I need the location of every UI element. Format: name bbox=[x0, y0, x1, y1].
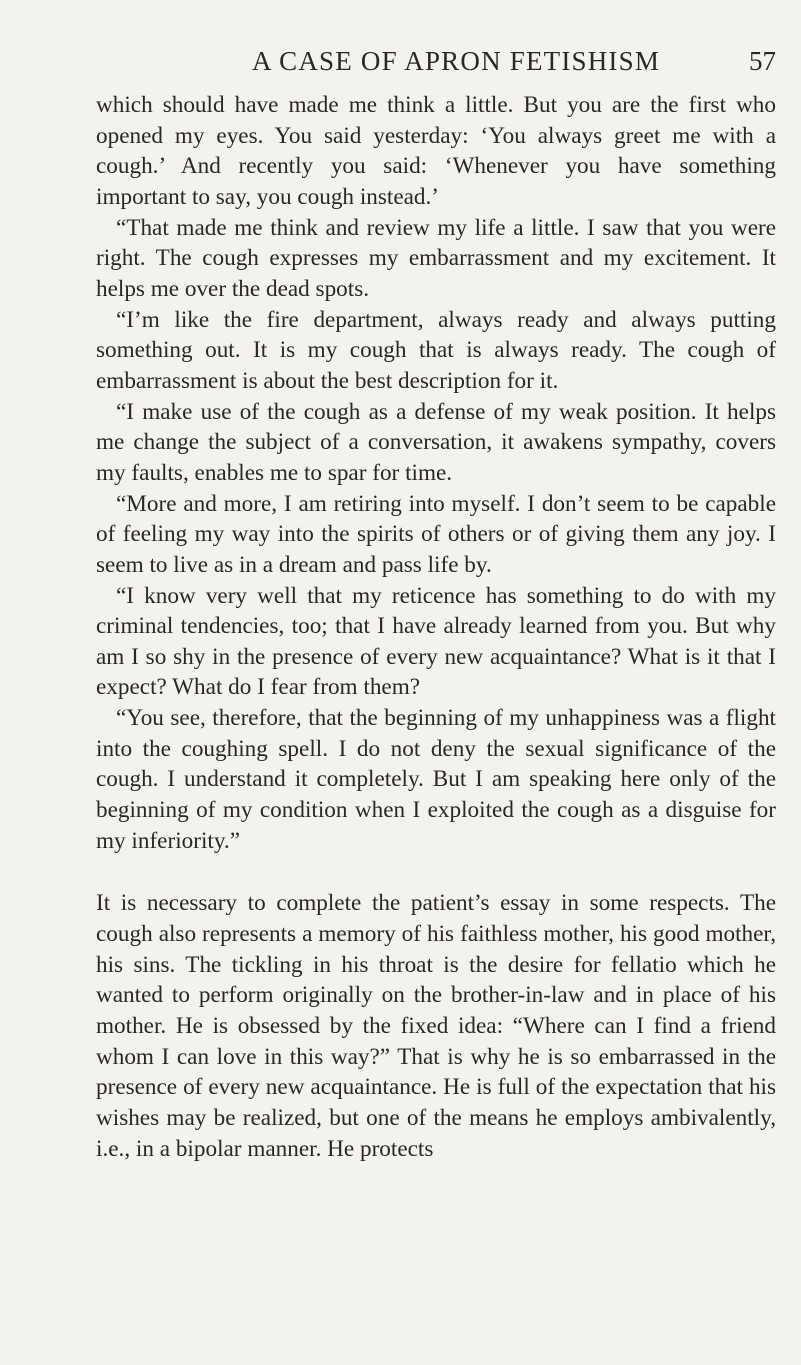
paragraph: “You see, therefore, that the beginning of my unhappiness was a flight into the coughing spell. I do not deny the sexual significance of the cough. I understand it completely. But I am speaking here only of the beginning of my condition when I exploited the cough as a disguise for my inferiority.” bbox=[96, 705, 776, 854]
book-page bbox=[96, 44, 776, 1164]
paragraph: It is necessary to complete the patient’s essay in some respects. The cough also represents a memory of his faithless mother, his good mother, his sins. The tickling in his throat is the desire for fellatio which he wanted to perform originally on the brother-in-law and in place of his mother. He is obsessed by the fixed idea: “Where can I find a friend whom I can love in this way?” That is why he is so embarrassed in the presence of every new acquaintance. He is full of the expectation that his wishes may be realized, but one of the means he employs ambivalently, i.e., in a bipolar manner. He protects bbox=[96, 890, 776, 1162]
paragraph: which should have made me think a little. But you are the first who opened my eyes. You said yesterday: ‘You always greet me with a cough.’ And recently you said: ‘Whenever you have something important to say, you cough instead.’ bbox=[96, 92, 776, 210]
page-number: 57 bbox=[749, 46, 776, 76]
paragraph: “I make use of the cough as a defense of my weak position. It helps me change the subject of a conversation, it awakens sympathy, covers my faults, enables me to spar for time. bbox=[96, 398, 776, 486]
paragraph: “I’m like the fire department, always ready and always putting something out. It is my cough that is always ready. The cough of embarrassment is about the best description for it. bbox=[96, 306, 776, 394]
running-title: A CASE OF APRON FETISHISM bbox=[251, 46, 661, 76]
paragraph: “That made me think and review my life a little. I saw that you were right. The cough expresses my embarrassment and my excitement. It helps me over the dead spots. bbox=[96, 214, 776, 302]
paragraph: “I know very well that my reticence has something to do with my criminal tendencies, too; that I have already learned from you. But why am I so shy in the presence of every new acquaintance? What is it that I expect? What do I fear from them? bbox=[96, 582, 776, 701]
running-head bbox=[96, 44, 776, 90]
paragraph: “More and more, I am retiring into myself. I don’t seem to be capable of feeling my way into the spirits of others or of giving them any joy. I seem to live as in a dream and pass life by. bbox=[96, 490, 776, 578]
body-text bbox=[96, 90, 776, 1164]
